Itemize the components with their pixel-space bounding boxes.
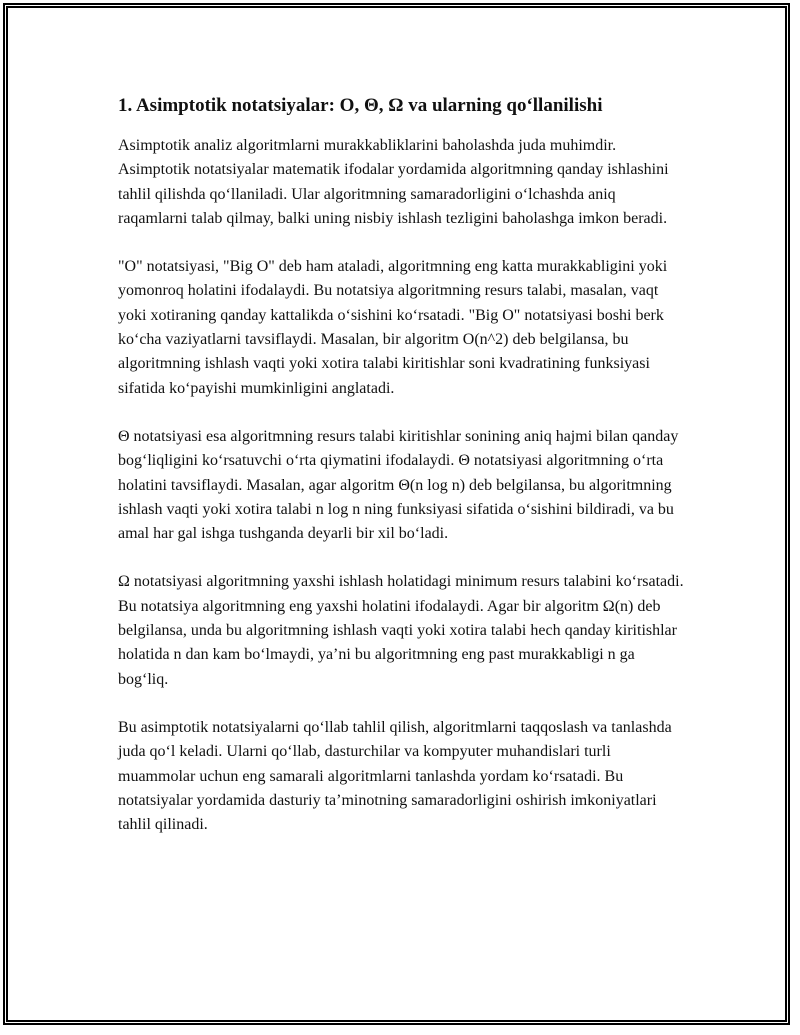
section-title: 1. Asimptotik notatsiyalar: O, Θ, Ω va ularning qo‘llanilishi bbox=[118, 95, 603, 116]
paragraph-intro: Asimptotik analiz algoritmlarni murakkabliklarini baholashda juda muhimdir. Asimptotik notatsiyalar matematik ifodalar yordamida algoritmning qanday ishlashini tahlil qilishda qo‘llaniladi. Ular algoritmning samaradorligini o‘lchashda aniq raqamlarni talab qilmay, balki uning nisbiy ishlash tezligini baholashga imkon beradi. bbox=[118, 137, 669, 227]
paragraph-big-o: "O" notatsiyasi, "Big O" deb ham ataladi, algoritmning eng katta murakkabligini yoki yomonroq holatini ifodalaydi. Bu notatsiya algoritmning resurs talabi, masalan, vaqt yoki xotiraning qanday kattalikda o‘sishini ko‘rsatadi. "Big O" notatsiyasi boshi berk ko‘cha vaziyatlarni tavsiflaydi. Masalan, bir algoritm O(n^2) deb belgilansa, bu algoritmning ishlash vaqti yoki xotira talabi kiritishlar soni kvadratining funksiyasi sifatida ko‘payishi mumkinligini anglatadi. bbox=[118, 258, 668, 397]
paragraph-omega: Ω notatsiyasi algoritmning yaxshi ishlash holatidagi minimum resurs talabini ko‘rsatadi. Bu notatsiya algoritmning eng yaxshi holatini ifodalaydi. Agar bir algoritm Ω(n) deb belgilansa, unda bu algoritmning ishlash vaqti yoki xotira talabi hech qanday kiritishlar holatida n dan kam bo‘lmaydi, ya’ni bu algoritmning eng past murakkabligi n ga bog‘liq. bbox=[118, 573, 684, 688]
document-body bbox=[118, 92, 688, 861]
paragraph-conclusion: Bu asimptotik notatsiyalarni qo‘llab tahlil qilish, algoritmlarni taqqoslash va tanlashda juda qo‘l keladi. Ularni qo‘llab, dasturchilar va kompyuter muhandislari turli muammolar uchun eng samarali algoritmlarni tanlashda yordam ko‘rsatadi. Bu notatsiyalar yordamida dasturiy ta’minotning samaradorligini oshirish imkoniyatlari tahlil qilinadi. bbox=[118, 718, 672, 834]
paragraph-theta: Θ notatsiyasi esa algoritmning resurs talabi kiritishlar sonining aniq hajmi bilan qanday bog‘liqligini ko‘rsatuvchi o‘rta qiymatini ifodalaydi. Θ notatsiyasi algoritmning o‘rta holatini tavsiflaydi. Masalan, agar algoritm Θ(n log n) deb belgilansa, bu algoritmning ishlash vaqti yoki xotira talabi n log n ning funksiyasi sifatida o‘sishini bildiradi, va bu amal har gal ishga tushganda deyarli bir xil bo‘ladi. bbox=[118, 427, 679, 543]
